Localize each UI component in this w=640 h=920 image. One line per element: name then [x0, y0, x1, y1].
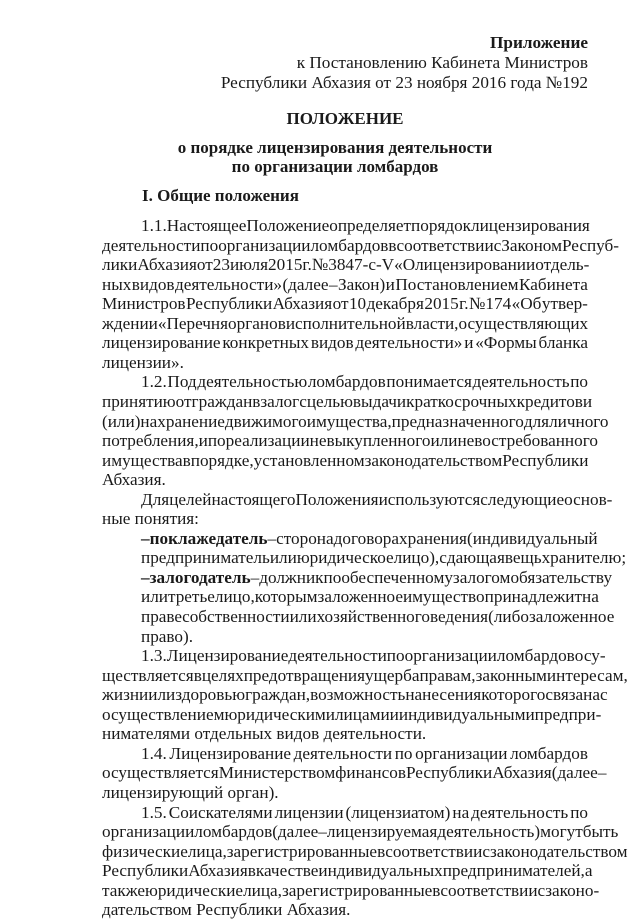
word: бланка: [538, 333, 588, 353]
word: организации: [102, 822, 195, 842]
word: или: [269, 548, 297, 568]
word: также: [102, 880, 145, 900]
word: предприниматель: [141, 548, 270, 568]
word: исполнительной: [285, 313, 406, 333]
word: Республики: [102, 861, 189, 881]
word: хранителю;: [541, 548, 627, 568]
word: ущерба: [365, 665, 420, 685]
text-line: [141, 803, 588, 823]
word: в: [432, 880, 441, 900]
word: организации: [404, 646, 497, 666]
word: по: [394, 743, 413, 763]
word: и: [464, 333, 474, 353]
word: или: [141, 587, 168, 607]
word: 1.2.: [141, 372, 167, 392]
word: лицензировании: [415, 255, 536, 275]
word: жизни: [102, 685, 149, 705]
word: законодательством: [489, 841, 628, 861]
word: обязательству: [510, 567, 613, 587]
word: целях: [201, 665, 244, 685]
word: Лицензирование: [166, 646, 289, 666]
text-line: [102, 451, 588, 471]
word: Республики: [185, 294, 273, 314]
word: Положение: [246, 216, 330, 235]
word: Соискателями: [168, 802, 273, 822]
word: порядке,: [190, 450, 254, 470]
word: осу-: [574, 646, 606, 666]
word: Законом: [501, 235, 562, 255]
defined-term: залогодатель: [149, 567, 251, 587]
text-line: [102, 861, 593, 881]
word: 2015: [424, 294, 459, 314]
word: с: [600, 685, 608, 705]
word: ломбардов: [310, 235, 389, 255]
appendix-date-line: Республики Абхазия от 23 ноября 2016 года №192: [220, 73, 588, 92]
word: граждан,: [245, 685, 311, 705]
word: ломбардов: [307, 372, 386, 392]
text-line: [141, 607, 615, 627]
text-line: [102, 783, 588, 803]
word: деятельности: [293, 743, 393, 763]
word: отдель-: [535, 255, 590, 275]
word: возможность: [310, 685, 406, 705]
text-line: [102, 411, 609, 432]
word: орган).: [227, 782, 279, 802]
word: г.: [302, 255, 312, 275]
word: Абхазия: [272, 294, 333, 314]
word: –: [267, 528, 277, 548]
word: принадлежит: [484, 587, 583, 607]
word: деятельности»: [355, 333, 463, 353]
word: целью: [306, 391, 353, 411]
word: осуществлением: [102, 704, 225, 724]
word: качестве: [255, 861, 319, 881]
word: которым: [254, 587, 318, 607]
text-line: [102, 665, 628, 686]
word: обеспеченному: [341, 567, 453, 587]
word: утвер-: [541, 294, 588, 314]
word: отдельных: [194, 724, 273, 744]
text-line: [141, 646, 606, 666]
word: –: [597, 763, 607, 783]
appendix-reference-line: к Постановлению Кабинета Министров: [296, 53, 588, 72]
text-line: [102, 822, 619, 842]
word: реализации: [225, 431, 310, 451]
word: предпринимателей,: [442, 861, 585, 881]
word: связана: [545, 685, 600, 705]
word: организации: [415, 743, 508, 763]
word: заложенное: [317, 587, 403, 607]
word: декабря: [366, 294, 424, 314]
word: лицами: [334, 704, 390, 724]
word: невыкупленного: [309, 431, 431, 451]
word: ных: [102, 274, 132, 294]
text-line: [102, 685, 608, 705]
word: по: [323, 567, 342, 587]
word: в: [252, 391, 261, 411]
word: деятельности.: [323, 724, 427, 744]
word: 1.3.: [141, 646, 167, 666]
word: деятельность: [471, 802, 569, 822]
word: от: [196, 255, 213, 275]
word: от: [332, 294, 349, 314]
word: лицензирования: [471, 216, 590, 235]
word: выдачи: [352, 391, 407, 411]
word: Абхазия: [492, 763, 552, 783]
word: дательством: [102, 900, 192, 920]
word: в: [388, 235, 397, 255]
text-line: [102, 391, 593, 412]
word: Абхазия: [137, 255, 197, 275]
word: хозяйственного: [316, 607, 430, 626]
word: Лицензирование: [169, 743, 292, 763]
word: «Формы: [475, 333, 537, 353]
word: лицензируемая: [326, 822, 438, 842]
word: предназначенного: [391, 411, 524, 431]
word: 23: [212, 255, 230, 275]
text-line: [102, 353, 588, 373]
word: лица,: [187, 841, 227, 861]
word: основ-: [564, 489, 613, 509]
word: индивидуальными: [398, 704, 535, 724]
word: Респуб-: [561, 235, 620, 255]
word: индивидуальных: [318, 861, 443, 881]
word: ждении: [102, 313, 158, 333]
word: финансов: [335, 763, 406, 783]
word: №3847-с-V: [311, 255, 395, 275]
word: –: [250, 567, 260, 587]
word: и: [389, 704, 399, 724]
word: лицензирующий: [102, 782, 224, 802]
defined-term: –: [141, 528, 150, 548]
defined-term: поклажедатель: [149, 528, 268, 548]
word: г.: [459, 294, 469, 314]
word: «Об: [511, 294, 542, 314]
text-line: [102, 255, 588, 275]
word: Абхазия.: [102, 470, 166, 490]
text-line: [102, 333, 588, 353]
word: используются: [378, 489, 481, 509]
word: ломбардов: [496, 646, 575, 666]
word: (индивидуальный: [466, 528, 598, 548]
word: понятия:: [134, 509, 199, 529]
word: Республики: [196, 900, 283, 920]
word: или: [289, 607, 317, 626]
word: хранения: [399, 528, 467, 548]
word: а: [584, 861, 593, 881]
word: организации: [218, 235, 311, 255]
word: соответствии: [396, 235, 494, 255]
word: в: [377, 841, 386, 861]
word: Настоящее: [166, 216, 247, 235]
word: залогом: [452, 567, 511, 587]
word: граждан: [191, 391, 253, 411]
text-line: [141, 489, 613, 510]
word: физические: [102, 841, 188, 861]
word: лицо),: [393, 548, 440, 568]
word: Абхазия: [188, 861, 248, 881]
word: соответствии: [385, 841, 483, 861]
word: зарегистрированные: [281, 880, 433, 900]
text-line: [102, 841, 628, 862]
text-line: [102, 880, 600, 901]
document-subtitle-line2: по организации ломбардов: [231, 157, 439, 176]
text-line: [141, 744, 588, 764]
word: право).: [141, 626, 194, 646]
word: по: [570, 372, 588, 392]
word: быть: [582, 822, 619, 842]
word: которого: [481, 685, 546, 705]
word: ломбардов: [194, 822, 273, 842]
word: на: [140, 411, 158, 431]
text-line: [102, 704, 602, 725]
word: №174: [469, 294, 512, 314]
text-line: [141, 372, 588, 392]
text-line: [102, 509, 588, 529]
text-line: [102, 314, 588, 334]
word: –: [328, 274, 338, 294]
word: хранение: [157, 411, 225, 431]
word: краткосрочных: [406, 391, 517, 411]
word: должник: [259, 567, 324, 587]
word: на: [452, 802, 470, 822]
word: 1.4.: [141, 743, 167, 763]
text-line: [102, 235, 620, 256]
word: праве: [141, 607, 183, 626]
word: имущества,: [306, 411, 392, 431]
word: Под: [167, 372, 197, 392]
word: нимателями: [102, 724, 191, 744]
word: в: [193, 665, 202, 685]
word: осуществляется: [102, 763, 219, 783]
word: имущества: [102, 450, 183, 470]
word: законным: [475, 665, 547, 685]
word: деятельностью: [197, 372, 308, 392]
word: по: [207, 431, 226, 451]
word: кредитов: [516, 391, 583, 411]
text-line: [102, 763, 607, 783]
word: Министров: [102, 294, 186, 314]
text-line: [141, 548, 627, 568]
word: органов: [228, 313, 286, 333]
word: лицензии».: [102, 352, 184, 372]
word: Кабинета: [518, 274, 588, 294]
word: лицо,: [214, 587, 255, 607]
word: ные: [102, 509, 131, 529]
word: с: [482, 841, 490, 861]
word: в: [247, 861, 256, 881]
word: деятельности»: [175, 274, 282, 294]
word: залог: [260, 391, 300, 411]
word: на: [582, 587, 599, 607]
word: нанесения: [405, 685, 482, 705]
text-line: [141, 528, 598, 549]
word: 10: [348, 294, 367, 314]
defined-term: –: [141, 567, 150, 587]
word: движимого: [224, 411, 307, 431]
word: с: [537, 880, 546, 900]
word: сторона: [276, 528, 334, 548]
word: июля: [229, 255, 269, 275]
word: договора: [333, 528, 400, 548]
word: и: [198, 431, 208, 451]
word: и: [385, 274, 395, 294]
word: ществляется: [102, 665, 194, 685]
word: деятельности: [102, 235, 201, 255]
word: установленном: [253, 450, 365, 470]
word: потребления,: [102, 431, 199, 451]
word: Министерством: [218, 763, 336, 783]
text-line: [102, 900, 588, 920]
word: соответствии: [440, 880, 538, 900]
text-line: [102, 431, 598, 451]
word: могут: [540, 822, 583, 842]
word: видов: [310, 333, 354, 353]
word: «О: [394, 255, 416, 275]
word: (или): [102, 411, 141, 431]
word: Закон): [338, 274, 386, 294]
document-title: ПОЛОЖЕНИЕ: [286, 109, 404, 128]
text-line: [102, 294, 588, 314]
word: личного: [549, 411, 609, 431]
word: здоровью: [175, 685, 246, 705]
word: деятельности: [288, 646, 387, 666]
word: невостребованного: [457, 431, 598, 451]
word: деятельность): [437, 822, 541, 842]
word: лица,: [243, 880, 282, 900]
word: порядок: [411, 216, 472, 235]
word: конкретных: [222, 333, 310, 353]
word: правам,: [419, 665, 476, 685]
word: 2015: [268, 255, 303, 275]
word: лицензии: [274, 802, 344, 822]
word: в: [182, 450, 191, 470]
word: –: [318, 822, 327, 842]
word: «Перечня: [157, 313, 229, 333]
text-line: [141, 587, 599, 607]
word: юридические: [144, 880, 244, 900]
word: законо-: [545, 880, 600, 900]
word: Постановлением: [395, 274, 519, 294]
text-line: [141, 567, 613, 588]
text-line: [102, 275, 588, 295]
word: власти,: [405, 313, 459, 333]
word: ломбардов: [510, 743, 588, 763]
word: по: [386, 646, 405, 666]
word: 1.1.: [141, 216, 167, 235]
word: лики: [102, 255, 138, 275]
word: следующие: [480, 489, 565, 509]
word: предотвращения: [243, 665, 366, 685]
word: юридическими: [224, 704, 335, 724]
word: вещь: [504, 548, 542, 568]
word: 1.5.: [141, 802, 167, 822]
word: сдающая: [439, 548, 505, 568]
word: третье: [167, 587, 215, 607]
word: заложенное: [528, 607, 615, 626]
word: или: [430, 431, 458, 451]
word: по: [200, 235, 219, 255]
appendix-label: Приложение: [490, 33, 588, 52]
word: (далее: [282, 274, 329, 294]
word: юридическое: [296, 548, 394, 568]
section-heading: I. Общие положения: [142, 186, 299, 205]
word: Абхазия.: [286, 900, 351, 920]
document-subtitle-line1: о порядке лицензирования деятельности: [177, 138, 493, 157]
word: понимается: [386, 372, 472, 392]
word: зарегистрированные: [226, 841, 378, 861]
word: с: [299, 391, 307, 411]
word: ведения: [430, 607, 489, 626]
text-line: [102, 470, 588, 490]
word: имущество: [402, 587, 485, 607]
word: (либо: [488, 607, 529, 626]
word: видов: [276, 724, 320, 744]
word: предпри-: [534, 704, 602, 724]
word: Для: [141, 489, 170, 509]
word: собственности: [182, 607, 290, 626]
word: целей: [169, 489, 212, 509]
word: деятельность: [472, 372, 570, 392]
word: видов: [131, 274, 175, 294]
word: (далее: [272, 822, 319, 842]
word: (лицензиатом): [345, 802, 451, 822]
word: Республики: [405, 763, 493, 783]
word: (далее: [551, 763, 598, 783]
word: и: [582, 391, 593, 411]
word: или: [148, 685, 176, 705]
word: настоящего: [211, 489, 296, 509]
word: интересам,: [546, 665, 628, 685]
word: осуществляющих: [458, 313, 589, 333]
word: для: [523, 411, 550, 431]
text-line: [102, 724, 588, 744]
word: по: [570, 802, 588, 822]
word: определяет: [329, 216, 412, 235]
word: от: [175, 391, 192, 411]
word: лицензирование: [102, 333, 221, 353]
word: Положения: [295, 489, 379, 509]
word: принятию: [102, 391, 176, 411]
text-line: [141, 627, 588, 647]
word: Республики: [502, 450, 589, 470]
word: с: [493, 235, 502, 255]
text-line: [141, 216, 588, 236]
word: законодательством: [364, 450, 503, 470]
